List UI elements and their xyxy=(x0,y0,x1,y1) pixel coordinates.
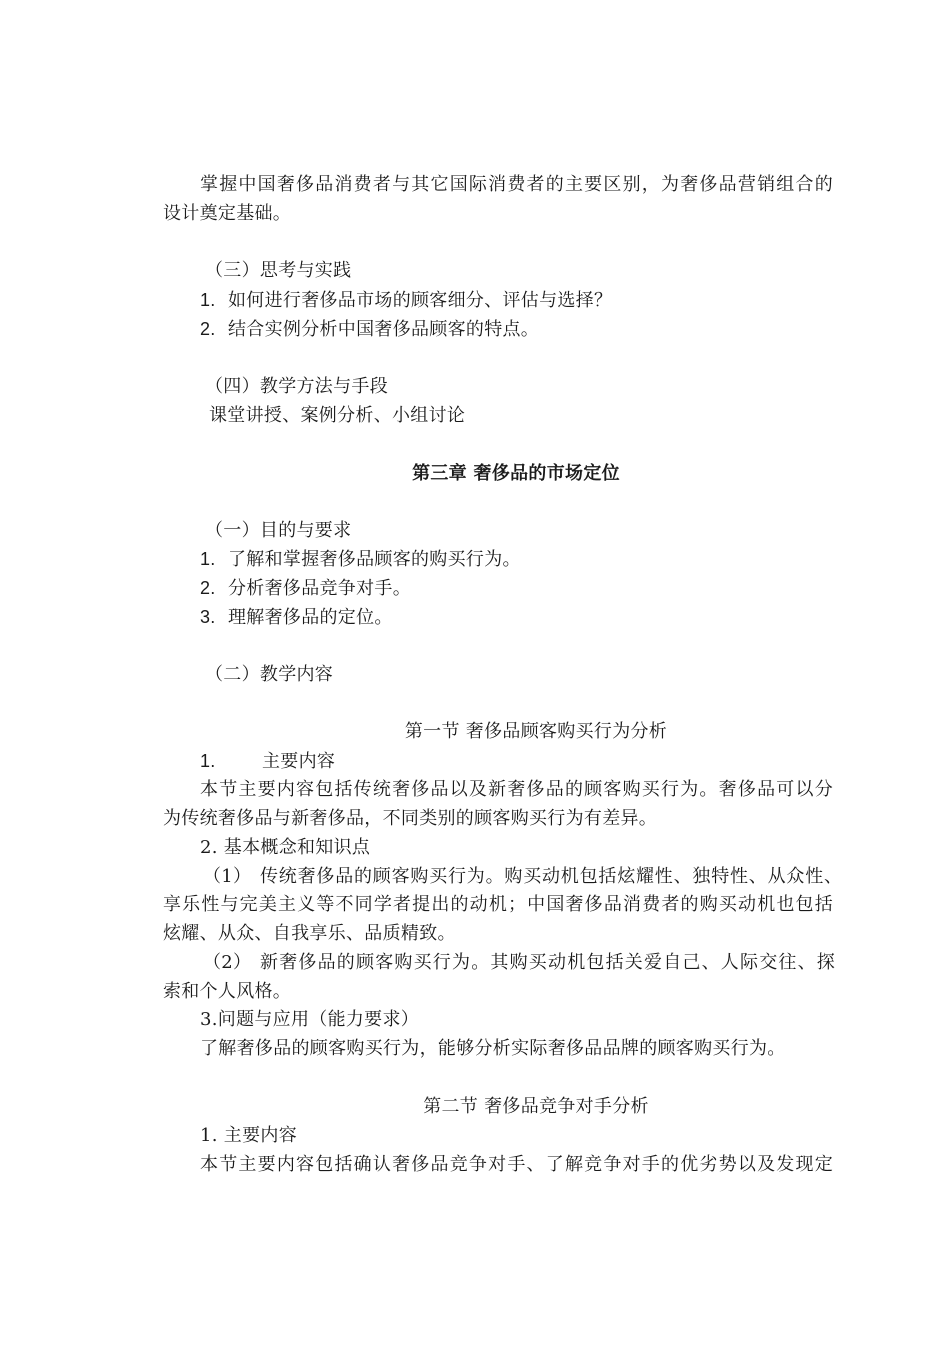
list-number: 1. xyxy=(200,751,216,771)
lesson-2-main-line-1: 本节主要内容包括确认奢侈品竞争对手、了解竞争对手的优劣势以及发现定 xyxy=(200,1154,833,1175)
list-item xyxy=(200,288,612,313)
lesson-1-main-line-2: 为传统奢侈品与新奢侈品，不同类别的顾客购买行为有差异。 xyxy=(163,808,658,829)
list-item xyxy=(200,547,521,572)
list-text: 理解奢侈品的定位。 xyxy=(228,607,393,628)
concept-2-line-2: 索和个人风格。 xyxy=(163,981,292,1002)
content-title: （二）教学内容 xyxy=(205,664,334,685)
lesson-1-application-title: 3.问题与应用（能力要求） xyxy=(200,1009,420,1030)
section-3-title: （三）思考与实践 xyxy=(205,260,352,281)
lesson-2-main-heading: 1. 主要内容 xyxy=(200,1125,297,1146)
lesson-1-application-body: 了解奢侈品的顾客购买行为，能够分析实际奢侈品品牌的顾客购买行为。 xyxy=(200,1038,786,1059)
concept-1-line-2: 享乐性与完美主义等不同学者提出的动机；中国奢侈品消费者的购买动机也包括 xyxy=(163,894,833,915)
lesson-1-concepts-title: 2. 基本概念和知识点 xyxy=(200,837,371,858)
section-4-title: （四）教学方法与手段 xyxy=(205,376,388,397)
list-number: 2. xyxy=(200,319,216,339)
list-number: 2. xyxy=(200,578,216,598)
list-item xyxy=(200,605,393,630)
list-text: 主要内容 xyxy=(262,751,336,772)
section-4-body: 课堂讲授、案例分析、小组讨论 xyxy=(209,405,466,426)
concept-1-line-1 xyxy=(203,865,843,889)
list-number: 1. xyxy=(200,290,216,310)
concept-text: 传统奢侈品的顾客购买行为。购买动机包括炫耀性、独特性、从众性、 xyxy=(260,866,843,887)
concept-1-line-3: 炫耀、从众、自我享乐、品质精致。 xyxy=(163,923,456,944)
lesson-1-main-line-1: 本节主要内容包括传统奢侈品以及新奢侈品的顾客购买行为。奢侈品可以分 xyxy=(200,779,833,800)
intro-line-2: 设计奠定基础。 xyxy=(163,203,292,224)
concept-2-line-1 xyxy=(203,951,836,975)
lesson-1-title: 第一节 奢侈品顾客购买行为分析 xyxy=(404,721,668,742)
goals-title: （一）目的与要求 xyxy=(205,520,352,541)
list-text: 结合实例分析中国奢侈品顾客的特点。 xyxy=(228,319,540,340)
concept-text: 新奢侈品的顾客购买行为。其购买动机包括关爱自己、人际交往、探 xyxy=(260,952,836,973)
list-text: 分析奢侈品竞争对手。 xyxy=(228,578,411,599)
list-item xyxy=(200,317,539,342)
chapter-title: 第三章 奢侈品的市场定位 xyxy=(412,463,620,484)
list-text: 如何进行奢侈品市场的顾客细分、评估与选择？ xyxy=(228,290,613,311)
lesson-2-title: 第二节 奢侈品竞争对手分析 xyxy=(423,1096,649,1117)
list-item xyxy=(200,576,411,601)
concept-number: （2） xyxy=(203,952,252,973)
list-number: 3. xyxy=(200,607,216,627)
list-text: 了解和掌握奢侈品顾客的购买行为。 xyxy=(228,549,521,570)
concept-number: （1） xyxy=(203,866,252,887)
lesson-1-main-heading xyxy=(200,749,335,774)
intro-line-1: 掌握中国奢侈品消费者与其它国际消费者的主要区别，为奢侈品营销组合的 xyxy=(200,174,833,195)
list-number: 1. xyxy=(200,549,216,569)
